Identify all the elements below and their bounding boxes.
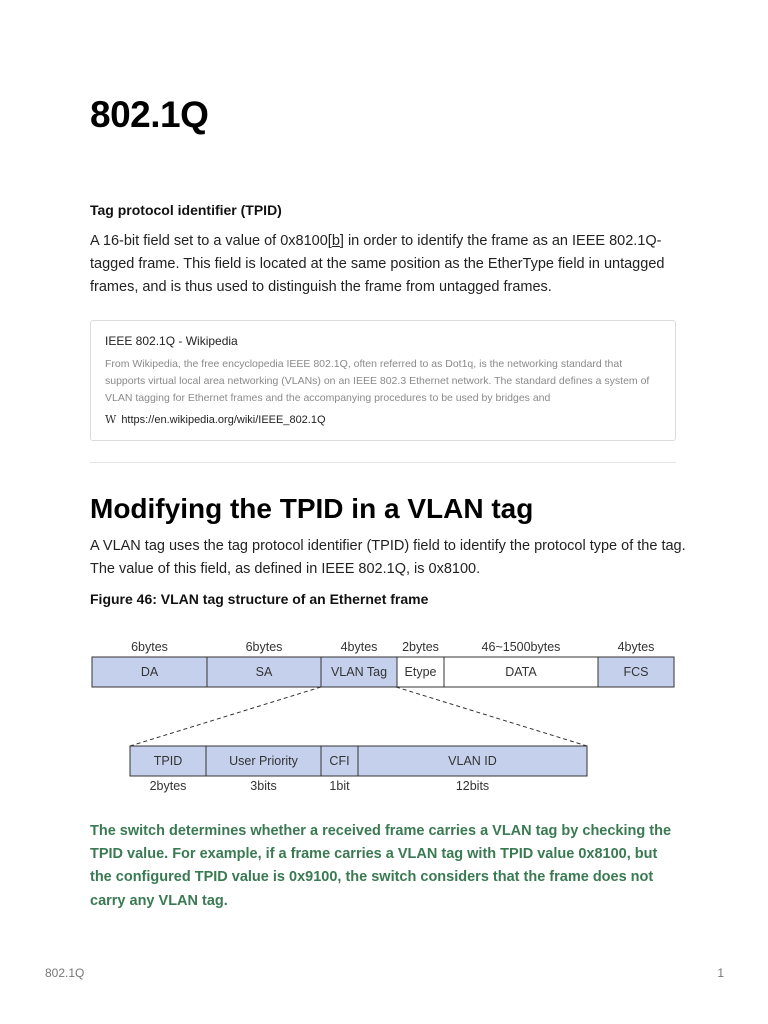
page-number: 1 — [717, 966, 724, 980]
card-url[interactable]: https://en.wikipedia.org/wiki/IEEE_802.1Q — [121, 414, 326, 426]
frame-size-vlan-tag: 4bytes — [340, 640, 378, 654]
card-title: IEEE 802.1Q - Wikipedia — [105, 334, 238, 348]
link-preview-card[interactable] — [90, 320, 676, 441]
tag-size-user-priority: 3bits — [250, 779, 277, 793]
card-description: From Wikipedia, the free encyclopedia IEEE 802.1Q, often referred to as Dot1q, is the networking standard that supports virtual local area networking (VLANs) on an IEEE 802.3 Ethernet network. The standard defines a system of VLAN tagging for Ethernet frames and the accompanying procedures to be used by bridges and — [105, 358, 650, 404]
tpid-text-part1: A 16-bit field set to a value of 0x8100[ — [90, 233, 332, 249]
footer-title: 802.1Q — [45, 966, 85, 980]
tpid-subheading: Tag protocol identifier (TPID) — [90, 202, 282, 218]
vlan-tag-diagram — [90, 632, 680, 802]
tag-label-user-priority: User Priority — [229, 754, 298, 768]
frame-label-sa: SA — [255, 665, 273, 679]
section-divider — [90, 462, 676, 463]
tag-size-vlan-id: 12bits — [455, 779, 490, 793]
frame-label-vlan-tag: VLAN Tag — [330, 665, 388, 679]
vlan-tag-description: A VLAN tag uses the tag protocol identifier (TPID) field to identify the protocol type of the tag. The value of this field, as defined in IEEE 802.1Q, is 0x8100. — [90, 538, 686, 577]
tpid-note: The switch determines whether a received frame carries a VLAN tag by checking the TPID value. For example, if a frame carries a VLAN tag with TPID value 0x8100, but the configured TPID value is 0x9100, the switch considers that the frame does not carry any VLAN tag. — [90, 823, 672, 909]
tpid-text-part2: ] in order to identify the frame as an IEEE 802.1Q-tagged frame. This field is located at the same position as the EtherType field in untagged frames, and is thus used to distinguish the frame from untagged frames. — [90, 233, 665, 295]
frame-size-fcs: 4bytes — [617, 640, 655, 654]
section-heading: Modifying the TPID in a VLAN tag — [90, 493, 534, 524]
figure-caption: Figure 46: VLAN tag structure of an Ethernet frame — [90, 591, 429, 607]
frame-label-fcs: FCS — [623, 665, 649, 679]
frame-size-data: 46~1500bytes — [481, 640, 561, 654]
tag-size-tpid: 2bytes — [149, 779, 187, 793]
frame-label-etype: Etype — [404, 665, 437, 679]
tag-label-tpid: TPID — [153, 754, 183, 768]
tag-label-cfi: CFI — [329, 754, 350, 768]
tpid-description — [90, 230, 690, 299]
footnote-link[interactable]: b — [331, 233, 340, 249]
frame-size-etype: 2bytes — [402, 640, 439, 654]
tag-size-cfi: 1bit — [329, 779, 350, 793]
dashed-connector-right — [396, 687, 587, 746]
dashed-connector-left — [130, 687, 321, 746]
card-url-row[interactable] — [105, 413, 326, 426]
frame-size-da: 6bytes — [131, 640, 168, 654]
wikipedia-icon: W — [105, 413, 117, 426]
frame-label-data: DATA — [505, 665, 537, 679]
tag-label-vlan-id: VLAN ID — [448, 754, 497, 768]
frame-label-da: DA — [140, 665, 159, 679]
page-title: 802.1Q — [90, 94, 209, 135]
frame-size-sa: 6bytes — [245, 640, 283, 654]
